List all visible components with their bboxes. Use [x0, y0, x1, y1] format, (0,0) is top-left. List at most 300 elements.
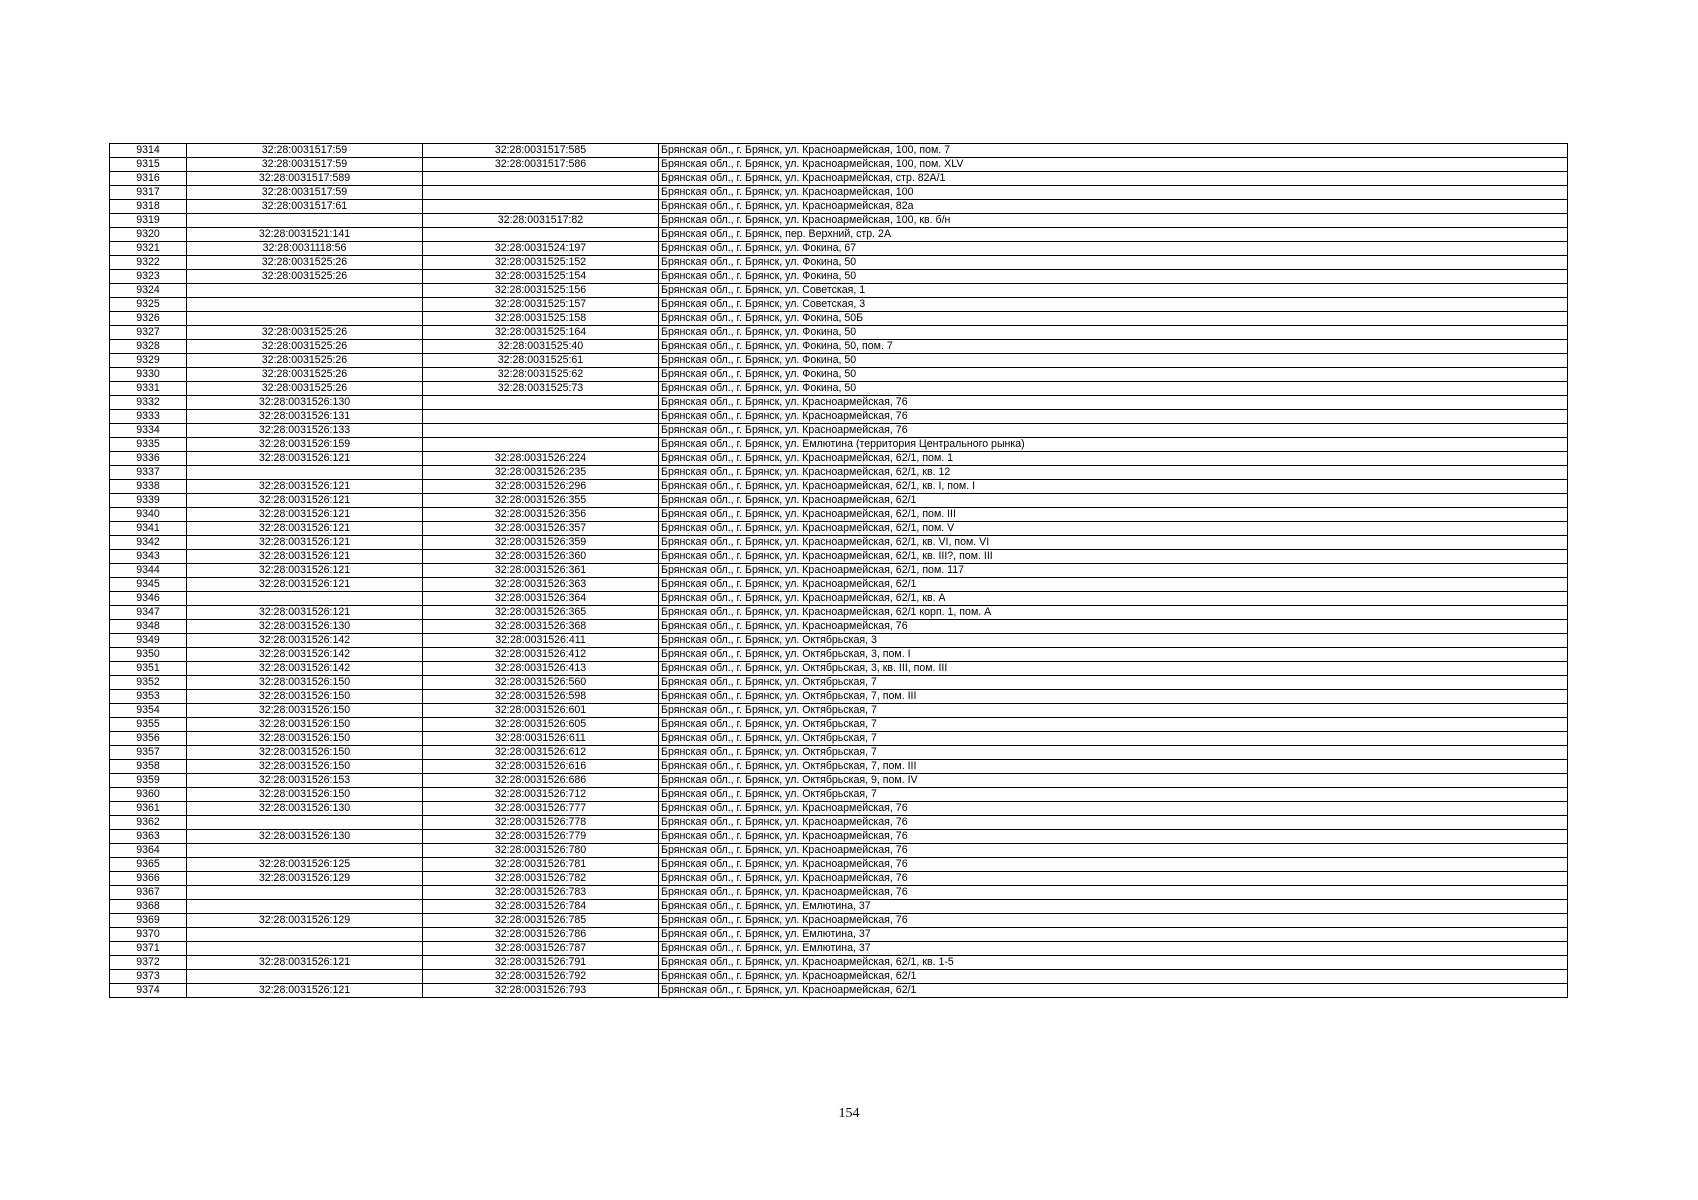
- table-row: [110, 816, 1568, 830]
- table-row: [110, 690, 1568, 704]
- table-row: [110, 256, 1568, 270]
- cadastral-object-cell: 32:28:0031526:712: [423, 788, 659, 802]
- cadastral-parcel-cell: 32:28:0031526:121: [187, 508, 423, 522]
- row-number-cell: 9319: [110, 214, 187, 228]
- cadastral-parcel-cell: 32:28:0031526:130: [187, 396, 423, 410]
- table-row: [110, 788, 1568, 802]
- row-number-cell: 9351: [110, 662, 187, 676]
- cadastral-parcel-cell: 32:28:0031521:141: [187, 228, 423, 242]
- cadastral-parcel-cell: 32:28:0031526:150: [187, 690, 423, 704]
- cadastral-object-cell: 32:28:0031525:164: [423, 326, 659, 340]
- table-row: [110, 578, 1568, 592]
- address-cell: Брянская обл., г. Брянск, ул. Советская, 1: [659, 284, 1568, 298]
- table-row: [110, 942, 1568, 956]
- table-row: [110, 270, 1568, 284]
- row-number-cell: 9350: [110, 648, 187, 662]
- cadastral-object-cell: 32:28:0031526:616: [423, 760, 659, 774]
- cadastral-object-cell: 32:28:0031526:224: [423, 452, 659, 466]
- row-number-cell: 9374: [110, 984, 187, 998]
- table-row: [110, 186, 1568, 200]
- address-cell: Брянская обл., г. Брянск, ул. Красноармейская, 62/1, кв. III?, пом. III: [659, 550, 1568, 564]
- address-cell: Брянская обл., г. Брянск, ул. Красноармейская, 76: [659, 816, 1568, 830]
- cadastral-object-cell: 32:28:0031526:364: [423, 592, 659, 606]
- cadastral-object-cell: 32:28:0031517:82: [423, 214, 659, 228]
- table-row: [110, 396, 1568, 410]
- address-cell: Брянская обл., г. Брянск, ул. Октябрьская, 7: [659, 704, 1568, 718]
- address-cell: Брянская обл., г. Брянск, ул. Красноармейская, 76: [659, 396, 1568, 410]
- cadastral-object-cell: 32:28:0031525:158: [423, 312, 659, 326]
- address-cell: Брянская обл., г. Брянск, ул. Фокина, 50: [659, 368, 1568, 382]
- cadastral-object-cell: 32:28:0031526:780: [423, 844, 659, 858]
- cadastral-parcel-cell: 32:28:0031525:26: [187, 256, 423, 270]
- row-number-cell: 9336: [110, 452, 187, 466]
- cadastral-object-cell: 32:28:0031526:296: [423, 480, 659, 494]
- table-row: [110, 326, 1568, 340]
- address-cell: Брянская обл., г. Брянск, ул. Красноармейская, 62/1: [659, 494, 1568, 508]
- table-row: [110, 172, 1568, 186]
- cadastral-object-cell: 32:28:0031526:356: [423, 508, 659, 522]
- cadastral-parcel-cell: 32:28:0031517:59: [187, 186, 423, 200]
- cadastral-object-cell: 32:28:0031524:197: [423, 242, 659, 256]
- row-number-cell: 9356: [110, 732, 187, 746]
- row-number-cell: 9349: [110, 634, 187, 648]
- address-cell: Брянская обл., г. Брянск, ул. Красноармейская, 62/1, пом. V: [659, 522, 1568, 536]
- address-cell: Брянская обл., г. Брянск, ул. Красноармейская, 62/1: [659, 984, 1568, 998]
- page-number: 154: [838, 1106, 860, 1121]
- cadastral-object-cell: 32:28:0031526:363: [423, 578, 659, 592]
- cadastral-parcel-cell: 32:28:0031517:61: [187, 200, 423, 214]
- cadastral-object-cell: 32:28:0031526:560: [423, 676, 659, 690]
- cadastral-parcel-cell: [187, 928, 423, 942]
- table-row: [110, 746, 1568, 760]
- table-row: [110, 354, 1568, 368]
- cadastral-object-cell: 32:28:0031525:152: [423, 256, 659, 270]
- row-number-cell: 9373: [110, 970, 187, 984]
- address-cell: Брянская обл., г. Брянск, ул. Фокина, 50: [659, 354, 1568, 368]
- cadastral-object-cell: 32:28:0031526:357: [423, 522, 659, 536]
- table-row: [110, 774, 1568, 788]
- cadastral-parcel-cell: 32:28:0031525:26: [187, 340, 423, 354]
- address-cell: Брянская обл., г. Брянск, ул. Красноармейская, 100, кв. б/н: [659, 214, 1568, 228]
- cadastral-object-cell: 32:28:0031526:792: [423, 970, 659, 984]
- cadastral-object-cell: 32:28:0031526:784: [423, 900, 659, 914]
- row-number-cell: 9340: [110, 508, 187, 522]
- cadastral-object-cell: 32:28:0031526:778: [423, 816, 659, 830]
- address-cell: Брянская обл., г. Брянск, ул. Красноармейская, 62/1, пом. 1: [659, 452, 1568, 466]
- table-row: [110, 480, 1568, 494]
- table-row: [110, 228, 1568, 242]
- address-cell: Брянская обл., г. Брянск, ул. Красноармейская, 62/1, кв. I, пом. I: [659, 480, 1568, 494]
- cadastral-parcel-cell: 32:28:0031526:121: [187, 956, 423, 970]
- address-cell: Брянская обл., г. Брянск, ул. Емлютина, 37: [659, 928, 1568, 942]
- row-number-cell: 9314: [110, 144, 187, 158]
- cadastral-object-cell: 32:28:0031525:61: [423, 354, 659, 368]
- address-cell: Брянская обл., г. Брянск, ул. Октябрьская, 7: [659, 788, 1568, 802]
- table-row: [110, 732, 1568, 746]
- table-row: [110, 564, 1568, 578]
- cadastral-object-cell: 32:28:0031526:781: [423, 858, 659, 872]
- cadastral-parcel-cell: 32:28:0031525:26: [187, 368, 423, 382]
- table-row: [110, 970, 1568, 984]
- row-number-cell: 9338: [110, 480, 187, 494]
- address-cell: Брянская обл., г. Брянск, ул. Октябрьская, 7, пом. III: [659, 760, 1568, 774]
- cadastral-parcel-cell: 32:28:0031526:121: [187, 494, 423, 508]
- cadastral-object-cell: [423, 200, 659, 214]
- address-cell: Брянская обл., г. Брянск, ул. Красноармейская, стр. 82А/1: [659, 172, 1568, 186]
- row-number-cell: 9364: [110, 844, 187, 858]
- address-cell: Брянская обл., г. Брянск, ул. Красноармейская, 62/1, кв. 1-5: [659, 956, 1568, 970]
- address-cell: Брянская обл., г. Брянск, ул. Красноармейская, 76: [659, 802, 1568, 816]
- cadastral-parcel-cell: 32:28:0031118:56: [187, 242, 423, 256]
- table-row: [110, 214, 1568, 228]
- row-number-cell: 9339: [110, 494, 187, 508]
- cadastral-object-cell: 32:28:0031525:154: [423, 270, 659, 284]
- row-number-cell: 9355: [110, 718, 187, 732]
- cadastral-parcel-cell: 32:28:0031526:159: [187, 438, 423, 452]
- cadastral-object-cell: 32:28:0031526:361: [423, 564, 659, 578]
- address-cell: Брянская обл., г. Брянск, ул. Октябрьская, 9, пом. IV: [659, 774, 1568, 788]
- cadastral-object-cell: 32:28:0031526:777: [423, 802, 659, 816]
- cadastral-parcel-cell: 32:28:0031526:121: [187, 480, 423, 494]
- cadastral-parcel-cell: 32:28:0031526:130: [187, 802, 423, 816]
- cadastral-object-cell: 32:28:0031526:365: [423, 606, 659, 620]
- table-row: [110, 760, 1568, 774]
- address-cell: Брянская обл., г. Брянск, ул. Емлютина, 37: [659, 942, 1568, 956]
- table-row: [110, 676, 1568, 690]
- cadastral-parcel-cell: 32:28:0031526:121: [187, 578, 423, 592]
- cadastral-parcel-cell: 32:28:0031526:121: [187, 452, 423, 466]
- cadastral-object-cell: 32:28:0031526:235: [423, 466, 659, 480]
- cadastral-parcel-cell: 32:28:0031526:121: [187, 522, 423, 536]
- address-cell: Брянская обл., г. Брянск, ул. Октябрьская, 7, пом. III: [659, 690, 1568, 704]
- row-number-cell: 9357: [110, 746, 187, 760]
- address-cell: Брянская обл., г. Брянск, ул. Фокина, 50: [659, 256, 1568, 270]
- address-cell: Брянская обл., г. Брянск, ул. Красноармейская, 62/1 корп. 1, пом. А: [659, 606, 1568, 620]
- cadastral-parcel-cell: [187, 844, 423, 858]
- address-cell: Брянская обл., г. Брянск, ул. Красноармейская, 76: [659, 620, 1568, 634]
- row-number-cell: 9347: [110, 606, 187, 620]
- cadastral-object-cell: 32:28:0031526:411: [423, 634, 659, 648]
- row-number-cell: 9353: [110, 690, 187, 704]
- table-row: [110, 508, 1568, 522]
- row-number-cell: 9329: [110, 354, 187, 368]
- cadastral-object-cell: 32:28:0031526:413: [423, 662, 659, 676]
- cadastral-parcel-cell: 32:28:0031526:142: [187, 662, 423, 676]
- table-row: [110, 704, 1568, 718]
- table-row: [110, 620, 1568, 634]
- table-row: [110, 592, 1568, 606]
- address-cell: Брянская обл., г. Брянск, ул. Красноармейская, 76: [659, 858, 1568, 872]
- cadastral-parcel-cell: 32:28:0031526:121: [187, 606, 423, 620]
- table-row: [110, 242, 1568, 256]
- table-row: [110, 928, 1568, 942]
- cadastral-parcel-cell: [187, 284, 423, 298]
- cadastral-object-cell: 32:28:0031526:783: [423, 886, 659, 900]
- table-row: [110, 886, 1568, 900]
- row-number-cell: 9341: [110, 522, 187, 536]
- cadastral-object-cell: 32:28:0031526:598: [423, 690, 659, 704]
- table-row: [110, 340, 1568, 354]
- address-cell: Брянская обл., г. Брянск, ул. Красноармейская, 100, пом. XLV: [659, 158, 1568, 172]
- row-number-cell: 9337: [110, 466, 187, 480]
- cadastral-object-cell: 32:28:0031517:585: [423, 144, 659, 158]
- cadastral-object-cell: 32:28:0031517:586: [423, 158, 659, 172]
- cadastral-parcel-cell: [187, 312, 423, 326]
- address-cell: Брянская обл., г. Брянск, ул. Красноармейская, 76: [659, 872, 1568, 886]
- table-row: [110, 718, 1568, 732]
- address-cell: Брянская обл., г. Брянск, ул. Красноармейская, 100: [659, 186, 1568, 200]
- cadastral-object-cell: 32:28:0031526:355: [423, 494, 659, 508]
- table-row: [110, 648, 1568, 662]
- cadastral-parcel-cell: 32:28:0031517:59: [187, 144, 423, 158]
- cadastral-parcel-cell: 32:28:0031526:130: [187, 830, 423, 844]
- address-cell: Брянская обл., г. Брянск, ул. Красноармейская, 76: [659, 410, 1568, 424]
- cadastral-object-cell: 32:28:0031526:601: [423, 704, 659, 718]
- cadastral-parcel-cell: 32:28:0031526:150: [187, 788, 423, 802]
- cadastral-object-cell: 32:28:0031526:605: [423, 718, 659, 732]
- address-cell: Брянская обл., г. Брянск, ул. Фокина, 50: [659, 326, 1568, 340]
- cadastral-parcel-cell: 32:28:0031526:130: [187, 620, 423, 634]
- table-row: [110, 830, 1568, 844]
- cadastral-parcel-cell: 32:28:0031526:150: [187, 704, 423, 718]
- address-cell: Брянская обл., г. Брянск, ул. Фокина, 50: [659, 382, 1568, 396]
- cadastral-parcel-cell: [187, 592, 423, 606]
- table-row: [110, 844, 1568, 858]
- address-cell: Брянская обл., г. Брянск, ул. Октябрьская, 3: [659, 634, 1568, 648]
- table-row: [110, 452, 1568, 466]
- cadastral-object-cell: 32:28:0031526:782: [423, 872, 659, 886]
- address-cell: Брянская обл., г. Брянск, ул. Красноармейская, 82а: [659, 200, 1568, 214]
- address-cell: Брянская обл., г. Брянск, ул. Красноармейская, 62/1, пом. III: [659, 508, 1568, 522]
- address-cell: Брянская обл., г. Брянск, ул. Красноармейская, 76: [659, 830, 1568, 844]
- cadastral-parcel-cell: 32:28:0031526:150: [187, 676, 423, 690]
- row-number-cell: 9323: [110, 270, 187, 284]
- cadastral-parcel-cell: 32:28:0031526:121: [187, 984, 423, 998]
- cadastral-parcel-cell: [187, 942, 423, 956]
- cadastral-parcel-cell: 32:28:0031525:26: [187, 270, 423, 284]
- address-cell: Брянская обл., г. Брянск, ул. Красноармейская, 62/1, кв. 12: [659, 466, 1568, 480]
- cadastral-parcel-cell: 32:28:0031526:133: [187, 424, 423, 438]
- row-number-cell: 9328: [110, 340, 187, 354]
- cadastral-parcel-cell: 32:28:0031525:26: [187, 382, 423, 396]
- cadastral-object-cell: 32:28:0031526:785: [423, 914, 659, 928]
- cadastral-object-cell: 32:28:0031526:360: [423, 550, 659, 564]
- address-cell: Брянская обл., г. Брянск, ул. Октябрьская, 7: [659, 676, 1568, 690]
- cadastral-object-cell: [423, 396, 659, 410]
- cadastral-object-cell: 32:28:0031525:62: [423, 368, 659, 382]
- table-row: [110, 158, 1568, 172]
- cadastral-parcel-cell: 32:28:0031526:129: [187, 872, 423, 886]
- row-number-cell: 9333: [110, 410, 187, 424]
- row-number-cell: 9331: [110, 382, 187, 396]
- row-number-cell: 9317: [110, 186, 187, 200]
- address-cell: Брянская обл., г. Брянск, ул. Красноармейская, 100, пом. 7: [659, 144, 1568, 158]
- row-number-cell: 9322: [110, 256, 187, 270]
- address-cell: Брянская обл., г. Брянск, ул. Октябрьская, 7: [659, 732, 1568, 746]
- table-row: [110, 424, 1568, 438]
- table-row: [110, 438, 1568, 452]
- address-cell: Брянская обл., г. Брянск, ул. Фокина, 50Б: [659, 312, 1568, 326]
- row-number-cell: 9320: [110, 228, 187, 242]
- table-row: [110, 284, 1568, 298]
- row-number-cell: 9321: [110, 242, 187, 256]
- row-number-cell: 9358: [110, 760, 187, 774]
- cadastral-object-cell: 32:28:0031526:686: [423, 774, 659, 788]
- cadastral-parcel-cell: 32:28:0031526:150: [187, 732, 423, 746]
- cadastral-parcel-cell: 32:28:0031526:129: [187, 914, 423, 928]
- cadastral-parcel-cell: [187, 886, 423, 900]
- cadastral-object-cell: 32:28:0031526:786: [423, 928, 659, 942]
- table-row: [110, 410, 1568, 424]
- cadastral-parcel-cell: [187, 900, 423, 914]
- cadastral-parcel-cell: [187, 298, 423, 312]
- table-row: [110, 914, 1568, 928]
- address-cell: Брянская обл., г. Брянск, ул. Красноармейская, 62/1, пом. 117: [659, 564, 1568, 578]
- row-number-cell: 9369: [110, 914, 187, 928]
- cadastral-object-cell: 32:28:0031526:791: [423, 956, 659, 970]
- table-row: [110, 200, 1568, 214]
- address-cell: Брянская обл., г. Брянск, ул. Емлютина, 37: [659, 900, 1568, 914]
- row-number-cell: 9346: [110, 592, 187, 606]
- cadastral-parcel-cell: 32:28:0031526:142: [187, 648, 423, 662]
- row-number-cell: 9362: [110, 816, 187, 830]
- row-number-cell: 9345: [110, 578, 187, 592]
- cadastral-object-cell: 32:28:0031526:611: [423, 732, 659, 746]
- cadastral-object-cell: 32:28:0031525:73: [423, 382, 659, 396]
- address-cell: Брянская обл., г. Брянск, ул. Октябрьская, 7: [659, 718, 1568, 732]
- table-row: [110, 802, 1568, 816]
- row-number-cell: 9370: [110, 928, 187, 942]
- table-row: [110, 550, 1568, 564]
- cadastral-object-cell: 32:28:0031526:779: [423, 830, 659, 844]
- table-row: [110, 298, 1568, 312]
- row-number-cell: 9315: [110, 158, 187, 172]
- address-cell: Брянская обл., г. Брянск, ул. Фокина, 50: [659, 270, 1568, 284]
- address-cell: Брянская обл., г. Брянск, ул. Красноармейская, 62/1, кв. VI, пом. VI: [659, 536, 1568, 550]
- table-row: [110, 606, 1568, 620]
- address-cell: Брянская обл., г. Брянск, ул. Октябрьская, 3, кв. III, пом. III: [659, 662, 1568, 676]
- table-row: [110, 368, 1568, 382]
- row-number-cell: 9332: [110, 396, 187, 410]
- row-number-cell: 9324: [110, 284, 187, 298]
- row-number-cell: 9367: [110, 886, 187, 900]
- address-cell: Брянская обл., г. Брянск, ул. Емлютина (территория Центрального рынка): [659, 438, 1568, 452]
- cadastral-parcel-cell: 32:28:0031517:59: [187, 158, 423, 172]
- cadastral-object-cell: 32:28:0031525:156: [423, 284, 659, 298]
- table-row: [110, 144, 1568, 158]
- row-number-cell: 9359: [110, 774, 187, 788]
- row-number-cell: 9366: [110, 872, 187, 886]
- address-cell: Брянская обл., г. Брянск, ул. Октябрьская, 7: [659, 746, 1568, 760]
- address-cell: Брянская обл., г. Брянск, ул. Фокина, 67: [659, 242, 1568, 256]
- table-row: [110, 536, 1568, 550]
- cadastral-parcel-cell: 32:28:0031526:121: [187, 536, 423, 550]
- row-number-cell: 9365: [110, 858, 187, 872]
- address-cell: Брянская обл., г. Брянск, ул. Красноармейская, 62/1: [659, 970, 1568, 984]
- registry-table-body: [110, 144, 1568, 998]
- row-number-cell: 9372: [110, 956, 187, 970]
- address-cell: Брянская обл., г. Брянск, ул. Фокина, 50, пом. 7: [659, 340, 1568, 354]
- cadastral-parcel-cell: [187, 466, 423, 480]
- row-number-cell: 9343: [110, 550, 187, 564]
- address-cell: Брянская обл., г. Брянск, ул. Красноармейская, 76: [659, 914, 1568, 928]
- row-number-cell: 9368: [110, 900, 187, 914]
- row-number-cell: 9327: [110, 326, 187, 340]
- cadastral-object-cell: 32:28:0031526:368: [423, 620, 659, 634]
- row-number-cell: 9360: [110, 788, 187, 802]
- address-cell: Брянская обл., г. Брянск, ул. Красноармейская, 76: [659, 424, 1568, 438]
- table-row: [110, 984, 1568, 998]
- table-row: [110, 634, 1568, 648]
- cadastral-object-cell: 32:28:0031525:40: [423, 340, 659, 354]
- cadastral-parcel-cell: 32:28:0031526:125: [187, 858, 423, 872]
- row-number-cell: 9363: [110, 830, 187, 844]
- cadastral-parcel-cell: 32:28:0031525:26: [187, 326, 423, 340]
- address-cell: Брянская обл., г. Брянск, ул. Красноармейская, 62/1: [659, 578, 1568, 592]
- address-cell: Брянская обл., г. Брянск, ул. Октябрьская, 3, пом. I: [659, 648, 1568, 662]
- cadastral-object-cell: [423, 424, 659, 438]
- address-cell: Брянская обл., г. Брянск, ул. Советская, 3: [659, 298, 1568, 312]
- cadastral-object-cell: 32:28:0031525:157: [423, 298, 659, 312]
- row-number-cell: 9352: [110, 676, 187, 690]
- table-row: [110, 466, 1568, 480]
- cadastral-parcel-cell: 32:28:0031526:150: [187, 718, 423, 732]
- row-number-cell: 9348: [110, 620, 187, 634]
- cadastral-parcel-cell: 32:28:0031526:142: [187, 634, 423, 648]
- cadastral-parcel-cell: 32:28:0031526:153: [187, 774, 423, 788]
- table-row: [110, 956, 1568, 970]
- cadastral-object-cell: 32:28:0031526:412: [423, 648, 659, 662]
- cadastral-parcel-cell: [187, 970, 423, 984]
- registry-table: [109, 143, 1568, 998]
- cadastral-parcel-cell: 32:28:0031526:150: [187, 760, 423, 774]
- cadastral-parcel-cell: [187, 816, 423, 830]
- table-row: [110, 872, 1568, 886]
- cadastral-object-cell: [423, 438, 659, 452]
- row-number-cell: 9344: [110, 564, 187, 578]
- table-row: [110, 858, 1568, 872]
- address-cell: Брянская обл., г. Брянск, ул. Красноармейская, 76: [659, 844, 1568, 858]
- cadastral-parcel-cell: 32:28:0031526:150: [187, 746, 423, 760]
- cadastral-object-cell: [423, 410, 659, 424]
- row-number-cell: 9318: [110, 200, 187, 214]
- row-number-cell: 9361: [110, 802, 187, 816]
- address-cell: Брянская обл., г. Брянск, ул. Красноармейская, 62/1, кв. А: [659, 592, 1568, 606]
- cadastral-parcel-cell: 32:28:0031526:121: [187, 564, 423, 578]
- address-cell: Брянская обл., г. Брянск, ул. Красноармейская, 76: [659, 886, 1568, 900]
- cadastral-object-cell: 32:28:0031526:612: [423, 746, 659, 760]
- row-number-cell: 9326: [110, 312, 187, 326]
- cadastral-object-cell: 32:28:0031526:359: [423, 536, 659, 550]
- row-number-cell: 9371: [110, 942, 187, 956]
- row-number-cell: 9342: [110, 536, 187, 550]
- table-row: [110, 312, 1568, 326]
- cadastral-parcel-cell: 32:28:0031517:589: [187, 172, 423, 186]
- table-row: [110, 494, 1568, 508]
- cadastral-parcel-cell: 32:28:0031525:26: [187, 354, 423, 368]
- cadastral-object-cell: 32:28:0031526:793: [423, 984, 659, 998]
- row-number-cell: 9354: [110, 704, 187, 718]
- table-row: [110, 382, 1568, 396]
- row-number-cell: 9325: [110, 298, 187, 312]
- cadastral-object-cell: [423, 228, 659, 242]
- table-row: [110, 522, 1568, 536]
- cadastral-object-cell: [423, 172, 659, 186]
- cadastral-parcel-cell: 32:28:0031526:131: [187, 410, 423, 424]
- row-number-cell: 9335: [110, 438, 187, 452]
- cadastral-object-cell: [423, 186, 659, 200]
- cadastral-object-cell: 32:28:0031526:787: [423, 942, 659, 956]
